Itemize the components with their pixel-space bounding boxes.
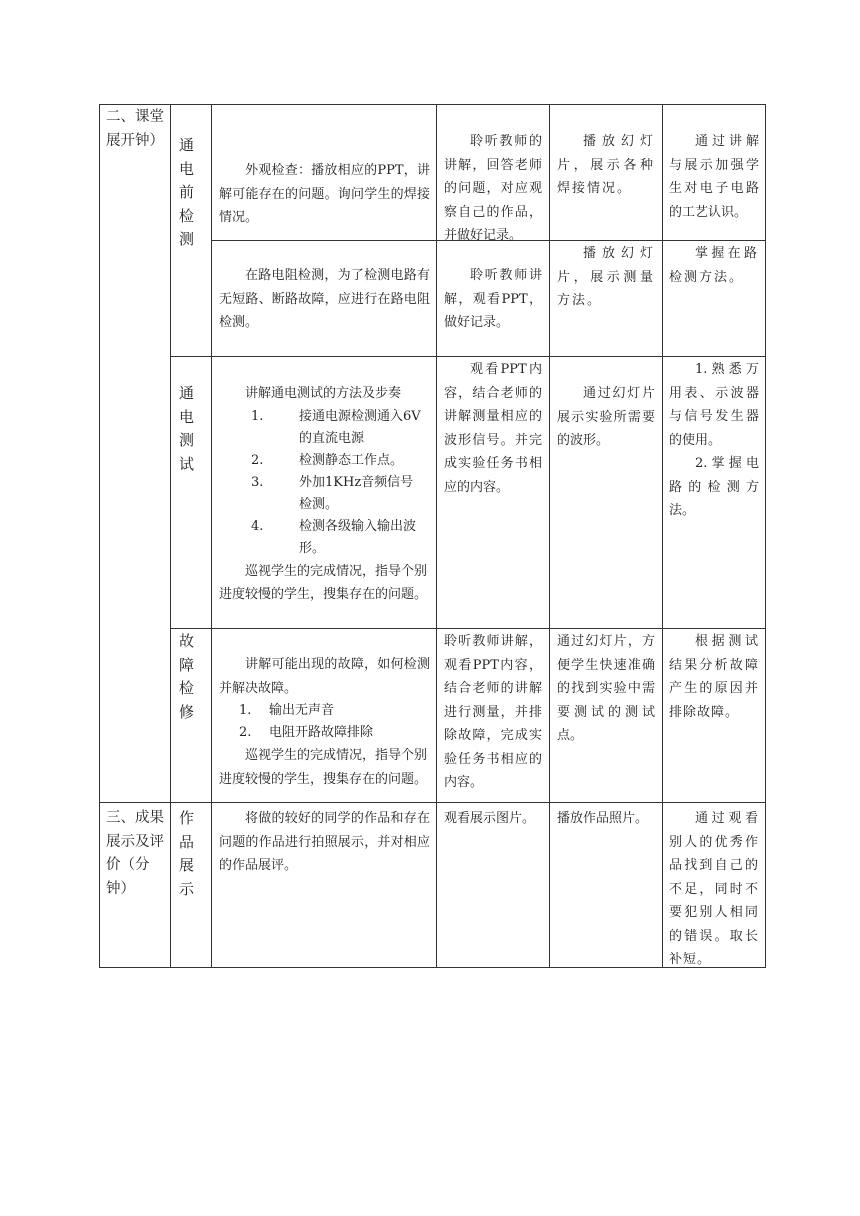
step-number: 1.: [251, 408, 264, 424]
intent-point: 2.掌握电路的检测方法。: [669, 456, 759, 518]
row-showcase-media: 播放作品照片。: [557, 811, 649, 826]
step-number: 3.: [251, 474, 264, 490]
table-divider: [170, 356, 766, 357]
content-intro: 讲解通电测试的方法及步奏: [245, 386, 402, 401]
table-divider: [170, 628, 766, 629]
list-item: [219, 516, 430, 560]
content-outro: 巡视学生的完成情况，指导个别进度较慢的学生，搜集存在的问题。: [219, 563, 428, 602]
row-showcase-student: 观看展示图片。: [444, 811, 536, 826]
row-fault-repair-content: [219, 653, 430, 791]
list-item: [219, 722, 430, 744]
step-text: 检测静态工作点。: [299, 452, 404, 468]
list-item: [219, 450, 430, 472]
topic-char: 展: [179, 856, 195, 874]
topic-char: 修: [179, 702, 195, 721]
intent-point: 1.熟悉万用表、示波器与信号发生器的使用。: [669, 362, 759, 448]
table-border-right: [765, 104, 766, 968]
row-appearance-check-student: 聆听教师的讲解，回答老师的问题，对应观察自己的作品，并做好记录。: [444, 134, 542, 243]
row-appearance-check-content: 外观检查：播放相应的PPT，讲解可能存在的问题。询问学生的焊接情况。: [219, 163, 430, 225]
topic-char: 检: [179, 679, 195, 697]
topic-char: 测: [179, 431, 195, 449]
step-text: 外加1KHz音频信号检测。: [299, 474, 414, 512]
topic-char: 故: [179, 632, 195, 650]
topic-char: 试: [179, 454, 195, 473]
row-showcase-intent: 通过观看别人的优秀作品找到自己的不足，同时不要犯别人相同的错误。取长补短。: [669, 811, 759, 967]
table-divider: [662, 104, 663, 968]
topic-char: 作: [179, 809, 195, 827]
topic-char: 测: [179, 230, 195, 248]
step-number: 2.: [239, 725, 252, 740]
step-number: 4.: [251, 518, 264, 534]
row-resistance-check-content: 在路电阻检测，为了检测电路有无短路、断路故障，应进行在路电阻检测。: [219, 268, 430, 330]
table-divider: [170, 104, 171, 968]
table-divider: [549, 104, 550, 968]
row-fault-repair-media: 通过幻灯片，方便学生快速准确的找到实验中需要测试的测试点。: [557, 634, 655, 743]
row-showcase-content: 将做的较好的同学的作品和存在问题的作品进行拍照展示，并对相应的作品展评。: [219, 811, 430, 873]
row-power-test-student: 观看PPT内容，结合老师的讲解测量相应的波形信号。并完成实验任务书相应的内容。: [444, 362, 542, 495]
table-divider: [436, 104, 437, 968]
topic-char: 通: [179, 384, 195, 402]
topic-pre-power-check: [179, 134, 197, 252]
row-resistance-check-student: 聆听教师讲解，观看PPT，做好记录。: [444, 268, 542, 330]
table-border-top: [99, 104, 766, 105]
step-number: 1.: [239, 703, 252, 718]
list-item: [219, 406, 430, 450]
row-power-test-intent: [669, 358, 759, 523]
topic-char: 电: [179, 407, 195, 426]
topic-char: 电: [179, 159, 195, 178]
content-intro: 讲解可能出现的故障，如何检测并解决故障。: [219, 657, 430, 696]
topic-power-on-test: [179, 382, 197, 476]
row-appearance-check-media: 播放幻灯片，展示各种焊接情况。: [557, 134, 655, 196]
row-appearance-check-intent: 通过讲解与展示加强学生对电子电路的工艺认识。: [669, 134, 759, 220]
content-outro: 巡视学生的完成情况，指导个别进度较慢的学生，搜集存在的问题。: [219, 748, 428, 787]
row-fault-repair-intent: 根据测试结果分析故障产生的原因并排除故障。: [669, 634, 759, 720]
topic-fault-repair: [179, 630, 197, 724]
stage-label-section-3: 三、成果展示及评价（分钟）: [106, 810, 164, 897]
step-text: 检测各级输入输出波形。: [299, 518, 417, 556]
topic-work-showcase: [179, 807, 197, 901]
step-text: 接通电源检测通入6V的直流电源: [299, 408, 421, 446]
topic-char: 示: [179, 879, 195, 898]
topic-char: 障: [179, 655, 195, 674]
list-item: [219, 472, 430, 516]
topic-char: 检: [179, 206, 195, 225]
row-fault-repair-student: 聆听教师讲解，观看PPT内容，结合老师的讲解进行测量，并排除故障，完成实验任务书相应的内容。: [444, 634, 542, 790]
table-border-bottom: [99, 967, 766, 968]
row-power-test-content: [219, 382, 430, 606]
row-resistance-check-media: 播放幻灯片，展示测量方法。: [557, 246, 655, 308]
stage-label-section-2: 二、课堂展开钟）: [106, 109, 164, 149]
topic-char: 前: [179, 183, 195, 201]
row-power-test-media: 通过幻灯片展示实验所需要的波形。: [557, 386, 655, 448]
row-resistance-check-intent: 掌握在路检测方法。: [669, 246, 759, 285]
step-number: 2.: [251, 452, 264, 468]
table-border-left: [99, 104, 100, 968]
step-text: 电阻开路故障排除: [269, 725, 374, 740]
topic-char: 品: [179, 832, 195, 851]
table-divider: [99, 802, 766, 803]
topic-char: 通: [179, 136, 195, 154]
step-text: 输出无声音: [269, 703, 335, 718]
table-divider: [211, 104, 212, 968]
list-item: [219, 700, 430, 722]
